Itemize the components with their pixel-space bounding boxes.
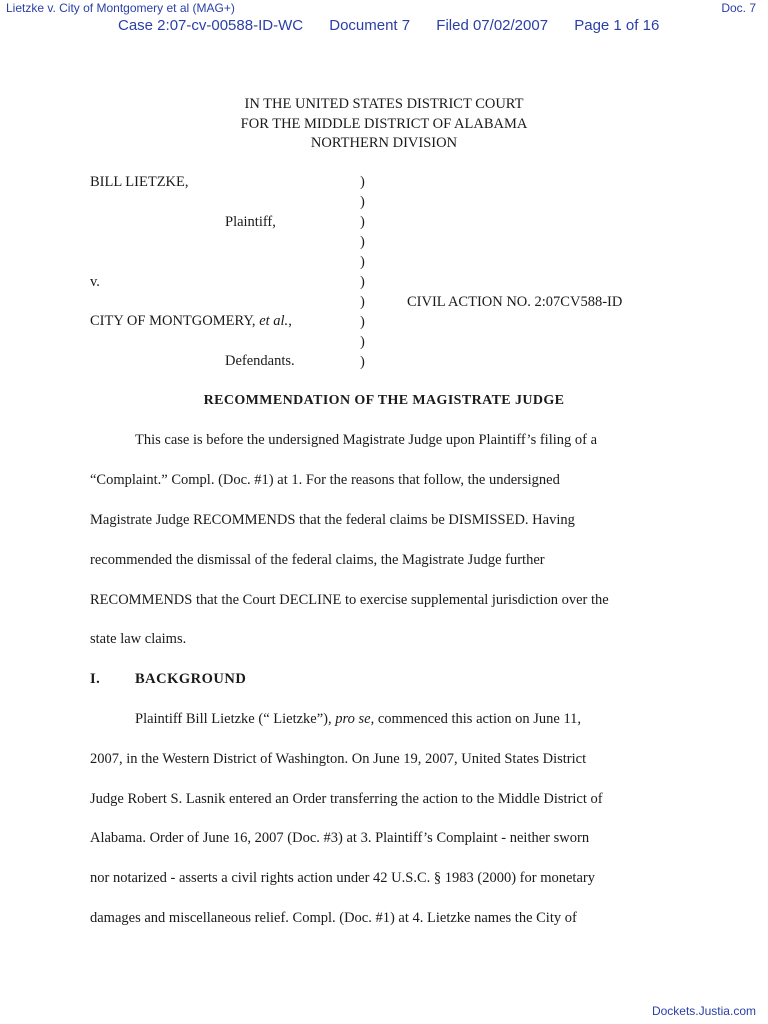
document-number: Document 7 [329,17,411,34]
caption-paren: ) [360,254,365,270]
caption-paren: ) [360,194,365,210]
caption-paren: ) [360,334,365,350]
intro-line: This case is before the undersigned Magistrate Judge upon Plaintiff’s filing of a [135,432,598,448]
intro-line: “Complaint.” Compl. (Doc. #1) at 1. For the reasons that follow, the undersigned [90,472,560,488]
case-number: Case 2:07-cv-00588-ID-WC [118,17,304,34]
caption-paren: ) [360,354,365,370]
caption-paren: ) [360,234,365,250]
court-heading [0,95,768,154]
section-heading [90,671,246,688]
intro-line: recommended the dismissal of the federal claims, the Magistrate Judge further [90,552,545,568]
justia-footer-link[interactable]: Dockets.Justia.com [651,1004,756,1018]
caption-paren: ) [360,294,365,310]
section-number: I. [90,671,101,687]
document-title: RECOMMENDATION OF THE MAGISTRATE JUDGE [203,393,565,408]
background-line: Plaintiff Bill Lietzke (“ Lietzke”), pro se, commenced this action on June 11, [135,711,582,727]
plaintiff-name: BILL LIETZKE, [90,174,189,190]
case-header [118,17,681,34]
background-line: Judge Robert S. Lasnik entered an Order transferring the action to the Middle District of [90,791,603,807]
intro-line: Magistrate Judge RECOMMENDS that the federal claims be DISMISSED. Having [90,512,575,528]
court-line-3: NORTHERN DIVISION [310,135,458,151]
background-line: nor notarized - asserts a civil rights action under 42 U.S.C. § 1983 (2000) for monetary [90,870,595,886]
caption-paren: ) [360,174,365,190]
caption-paren: ) [360,314,365,330]
civil-action-number: CIVIL ACTION NO. 2:07CV588-ID [407,294,623,310]
versus: v. [90,274,100,290]
section-title: BACKGROUND [135,671,247,687]
filed-date: Filed 07/02/2007 [436,17,549,34]
court-line-1: IN THE UNITED STATES DISTRICT COURT [244,96,524,112]
doc-number-link[interactable]: Doc. 7 [721,1,756,15]
defendant-role: Defendants. [225,353,295,369]
page-count: Page 1 of 16 [574,17,660,34]
defendant-name: CITY OF MONTGOMERY, et al., [90,313,292,329]
intro-line: state law claims. [90,631,187,647]
docket-title-link[interactable]: Lietzke v. City of Montgomery et al (MAG+) [6,1,235,15]
court-line-2: FOR THE MIDDLE DISTRICT OF ALABAMA [240,115,528,132]
background-line: 2007, in the Western District of Washington. On June 19, 2007, United States District [90,751,587,767]
background-line: damages and miscellaneous relief. Compl. (Doc. #1) at 4. Lietzke names the City of [90,910,577,926]
caption-paren: ) [360,274,365,290]
background-line: Alabama. Order of June 16, 2007 (Doc. #3) at 3. Plaintiff’s Complaint - neither sworn [90,830,590,846]
plaintiff-role: Plaintiff, [225,214,276,230]
caption-paren: ) [360,214,365,230]
intro-line: RECOMMENDS that the Court DECLINE to exercise supplemental jurisdiction over the [90,592,609,608]
